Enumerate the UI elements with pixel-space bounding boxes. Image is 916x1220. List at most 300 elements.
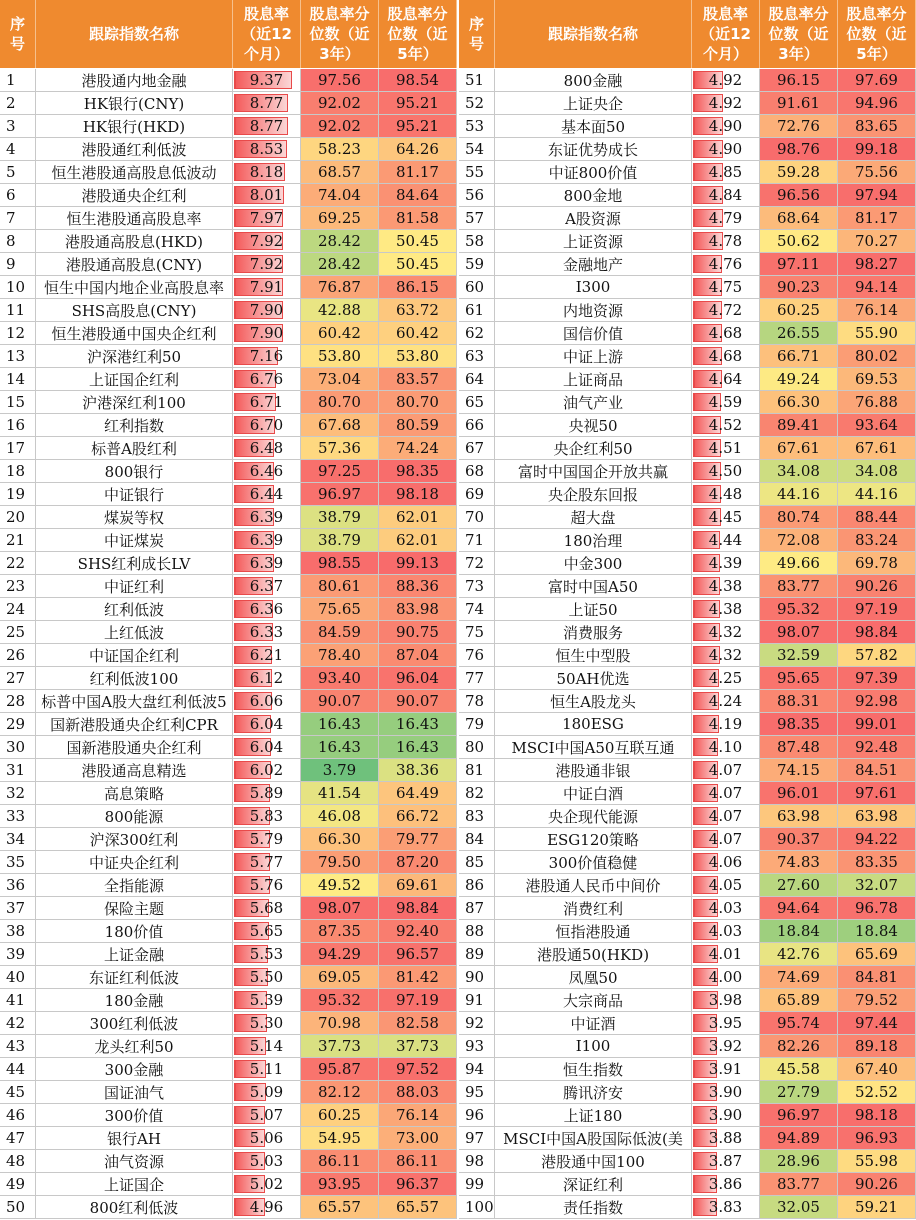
dividend-yield-value: 4.50 — [708, 462, 743, 480]
percentile-3y-cell: 92.02 — [301, 115, 379, 138]
percentile-3y-cell: 42.88 — [301, 299, 379, 322]
index-name-cell: ESG120策略 — [495, 828, 692, 851]
percentile-5y-cell: 83.24 — [838, 529, 916, 552]
index-name-cell: 上证央企 — [495, 92, 692, 115]
header-percentile-5y-2: 股息率分 位数（近 5年） — [838, 0, 916, 68]
index-name-cell: 恒生指数 — [495, 1058, 692, 1081]
index-name-cell: 红利低波100 — [36, 667, 233, 690]
row-number-cell: 27 — [0, 667, 36, 690]
dividend-yield-cell — [692, 138, 760, 161]
percentile-5y-cell: 67.40 — [838, 1058, 916, 1081]
index-name-cell: 恒生港股通中国央企红利 — [36, 322, 233, 345]
percentile-5y-cell: 82.58 — [379, 1012, 457, 1035]
percentile-3y-cell: 94.89 — [760, 1127, 838, 1150]
row-number-cell: 49 — [0, 1173, 36, 1196]
dividend-yield-cell — [233, 437, 301, 460]
index-name-cell: 中证酒 — [495, 1012, 692, 1035]
dividend-yield-cell — [233, 805, 301, 828]
dividend-yield-value: 7.90 — [249, 301, 284, 319]
index-name-cell: 恒生中型股 — [495, 644, 692, 667]
dividend-yield-cell — [692, 805, 760, 828]
dividend-yield-cell — [692, 552, 760, 575]
dividend-yield-cell — [692, 828, 760, 851]
dividend-yield-cell — [233, 414, 301, 437]
dividend-yield-cell — [692, 943, 760, 966]
dividend-yield-cell — [233, 575, 301, 598]
index-name-cell: 龙头红利50 — [36, 1035, 233, 1058]
index-name-cell: 中证上游 — [495, 345, 692, 368]
row-number-cell: 90 — [459, 966, 495, 989]
dividend-yield-cell — [233, 782, 301, 805]
percentile-3y-cell: 16.43 — [301, 713, 379, 736]
dividend-yield-value: 5.83 — [249, 807, 284, 825]
percentile-5y-cell: 67.61 — [838, 437, 916, 460]
dividend-yield-cell — [233, 874, 301, 897]
index-name-cell: MSCI中国A股国际低波(美 — [495, 1127, 692, 1150]
dividend-yield-value: 5.09 — [249, 1083, 284, 1101]
percentile-3y-cell: 44.16 — [760, 483, 838, 506]
percentile-3y-cell: 68.64 — [760, 207, 838, 230]
dividend-yield-value: 3.83 — [708, 1198, 743, 1216]
percentile-5y-cell: 95.21 — [379, 115, 457, 138]
percentile-3y-cell: 70.98 — [301, 1012, 379, 1035]
row-number-cell: 50 — [0, 1196, 36, 1219]
dividend-yield-cell — [233, 644, 301, 667]
index-name-cell: 中证国企红利 — [36, 644, 233, 667]
percentile-5y-cell: 97.19 — [379, 989, 457, 1012]
row-number-cell: 87 — [459, 897, 495, 920]
index-name-cell: 红利低波 — [36, 598, 233, 621]
percentile-5y-cell: 16.43 — [379, 713, 457, 736]
row-number-cell: 76 — [459, 644, 495, 667]
row-number-cell: 58 — [459, 230, 495, 253]
row-number-cell: 100 — [459, 1196, 495, 1219]
row-number-cell: 39 — [0, 943, 36, 966]
index-name-cell: 中证银行 — [36, 483, 233, 506]
row-number-cell: 64 — [459, 368, 495, 391]
percentile-3y-cell: 66.30 — [760, 391, 838, 414]
dividend-yield-value: 4.01 — [708, 945, 743, 963]
percentile-5y-cell: 81.58 — [379, 207, 457, 230]
percentile-3y-cell: 90.07 — [301, 690, 379, 713]
index-name-cell: 超大盘 — [495, 506, 692, 529]
dividend-yield-value: 5.50 — [249, 968, 284, 986]
index-name-cell: 港股通人民币中间价 — [495, 874, 692, 897]
percentile-3y-cell: 49.66 — [760, 552, 838, 575]
dividend-yield-value: 4.90 — [708, 140, 743, 158]
percentile-5y-cell: 98.84 — [379, 897, 457, 920]
index-name-cell: 中金300 — [495, 552, 692, 575]
dividend-yield-cell — [233, 69, 301, 92]
percentile-5y-cell: 81.42 — [379, 966, 457, 989]
dividend-yield-value: 5.77 — [249, 853, 284, 871]
dividend-yield-cell — [692, 989, 760, 1012]
percentile-3y-cell: 54.95 — [301, 1127, 379, 1150]
index-name-cell: I300 — [495, 276, 692, 299]
dividend-yield-cell — [692, 207, 760, 230]
dividend-yield-cell — [692, 368, 760, 391]
dividend-yield-value: 3.87 — [708, 1152, 743, 1170]
dividend-yield-cell — [233, 1035, 301, 1058]
header-row-number-1: 序 号 — [0, 0, 36, 68]
index-name-cell: 300价值稳健 — [495, 851, 692, 874]
dividend-yield-cell — [233, 851, 301, 874]
row-number-cell: 85 — [459, 851, 495, 874]
percentile-5y-cell: 97.94 — [838, 184, 916, 207]
row-number-cell: 81 — [459, 759, 495, 782]
percentile-3y-cell: 66.30 — [301, 828, 379, 851]
index-name-cell: 港股通非银 — [495, 759, 692, 782]
row-number-cell: 88 — [459, 920, 495, 943]
dividend-yield-value: 4.75 — [708, 278, 743, 296]
dividend-yield-value: 3.90 — [708, 1083, 743, 1101]
dividend-yield-cell — [233, 299, 301, 322]
percentile-3y-cell: 68.57 — [301, 161, 379, 184]
dividend-yield-cell — [692, 713, 760, 736]
dividend-yield-cell — [692, 644, 760, 667]
index-name-cell: 凤凰50 — [495, 966, 692, 989]
row-number-cell: 97 — [459, 1127, 495, 1150]
percentile-5y-cell: 96.93 — [838, 1127, 916, 1150]
dividend-yield-cell — [692, 506, 760, 529]
dividend-yield-value: 4.07 — [708, 761, 743, 779]
index-name-cell: 红利指数 — [36, 414, 233, 437]
dividend-yield-value: 5.76 — [249, 876, 284, 894]
row-number-cell: 53 — [459, 115, 495, 138]
dividend-yield-cell — [233, 828, 301, 851]
percentile-3y-cell: 74.15 — [760, 759, 838, 782]
percentile-3y-cell: 75.65 — [301, 598, 379, 621]
dividend-yield-cell — [692, 920, 760, 943]
dividend-yield-cell — [692, 460, 760, 483]
percentile-3y-cell: 72.08 — [760, 529, 838, 552]
row-number-cell: 96 — [459, 1104, 495, 1127]
row-number-cell: 45 — [0, 1081, 36, 1104]
dividend-yield-cell — [233, 1104, 301, 1127]
percentile-5y-cell: 74.24 — [379, 437, 457, 460]
dividend-yield-cell — [692, 874, 760, 897]
percentile-3y-cell: 91.61 — [760, 92, 838, 115]
dividend-yield-cell — [233, 989, 301, 1012]
dividend-yield-cell — [233, 138, 301, 161]
row-number-cell: 28 — [0, 690, 36, 713]
dividend-yield-value: 5.79 — [249, 830, 284, 848]
dividend-yield-value: 5.39 — [249, 991, 284, 1009]
percentile-3y-cell: 34.08 — [760, 460, 838, 483]
percentile-3y-cell: 93.95 — [301, 1173, 379, 1196]
index-name-cell: 消费红利 — [495, 897, 692, 920]
row-number-cell: 55 — [459, 161, 495, 184]
dividend-yield-cell — [692, 897, 760, 920]
dividend-yield-cell — [692, 115, 760, 138]
index-name-cell: SHS红利成长LV — [36, 552, 233, 575]
percentile-5y-cell: 90.07 — [379, 690, 457, 713]
index-name-cell: 800金地 — [495, 184, 692, 207]
dividend-yield-value: 4.24 — [708, 692, 743, 710]
row-number-cell: 72 — [459, 552, 495, 575]
index-name-cell: A股资源 — [495, 207, 692, 230]
percentile-5y-cell: 90.26 — [838, 575, 916, 598]
percentile-3y-cell: 88.31 — [760, 690, 838, 713]
row-number-cell: 36 — [0, 874, 36, 897]
percentile-3y-cell: 98.55 — [301, 552, 379, 575]
header-index-name-2: 跟踪指数名称 — [495, 0, 692, 68]
dividend-yield-cell — [692, 736, 760, 759]
percentile-3y-cell: 97.11 — [760, 253, 838, 276]
percentile-3y-cell: 83.77 — [760, 1173, 838, 1196]
row-number-cell: 93 — [459, 1035, 495, 1058]
dividend-yield-cell — [233, 460, 301, 483]
index-name-cell: 中证煤炭 — [36, 529, 233, 552]
percentile-3y-cell: 58.23 — [301, 138, 379, 161]
row-number-cell: 20 — [0, 506, 36, 529]
percentile-3y-cell: 87.35 — [301, 920, 379, 943]
dividend-yield-cell — [692, 782, 760, 805]
percentile-3y-cell: 95.65 — [760, 667, 838, 690]
percentile-5y-cell: 89.18 — [838, 1035, 916, 1058]
percentile-5y-cell: 62.01 — [379, 529, 457, 552]
row-number-cell: 37 — [0, 897, 36, 920]
row-number-cell: 47 — [0, 1127, 36, 1150]
index-name-cell: 责任指数 — [495, 1196, 692, 1219]
percentile-3y-cell: 80.74 — [760, 506, 838, 529]
dividend-yield-value: 6.44 — [249, 485, 284, 503]
row-number-cell: 43 — [0, 1035, 36, 1058]
percentile-5y-cell: 99.13 — [379, 552, 457, 575]
dividend-yield-cell — [692, 1058, 760, 1081]
header-dividend-yield-2: 股息率 （近12 个月） — [692, 0, 760, 68]
dividend-yield-value: 4.92 — [708, 94, 743, 112]
row-number-cell: 17 — [0, 437, 36, 460]
dividend-yield-cell — [233, 621, 301, 644]
dividend-yield-value: 4.68 — [708, 324, 743, 342]
percentile-5y-cell: 44.16 — [838, 483, 916, 506]
dividend-yield-value: 4.03 — [708, 922, 743, 940]
row-number-cell: 79 — [459, 713, 495, 736]
percentile-5y-cell: 73.00 — [379, 1127, 457, 1150]
dividend-yield-value: 4.38 — [708, 577, 743, 595]
percentile-5y-cell: 86.11 — [379, 1150, 457, 1173]
index-name-cell: 消费服务 — [495, 621, 692, 644]
row-number-cell: 61 — [459, 299, 495, 322]
dividend-yield-value: 4.52 — [708, 416, 743, 434]
row-number-cell: 63 — [459, 345, 495, 368]
dividend-yield-cell — [692, 161, 760, 184]
dividend-yield-cell — [233, 552, 301, 575]
dividend-yield-value: 5.07 — [249, 1106, 284, 1124]
dividend-yield-value: 4.84 — [708, 186, 743, 204]
percentile-3y-cell: 96.15 — [760, 69, 838, 92]
percentile-5y-cell: 64.26 — [379, 138, 457, 161]
dividend-yield-value: 8.77 — [249, 94, 284, 112]
index-name-cell: SHS高股息(CNY) — [36, 299, 233, 322]
row-number-cell: 7 — [0, 207, 36, 230]
dividend-yield-value: 4.39 — [708, 554, 743, 572]
index-name-cell: 300价值 — [36, 1104, 233, 1127]
row-number-cell: 48 — [0, 1150, 36, 1173]
percentile-5y-cell: 59.21 — [838, 1196, 916, 1219]
row-number-cell: 24 — [0, 598, 36, 621]
row-number-cell: 42 — [0, 1012, 36, 1035]
row-number-cell: 84 — [459, 828, 495, 851]
dividend-yield-cell — [233, 1196, 301, 1219]
dividend-yield-value: 4.32 — [708, 646, 743, 664]
percentile-3y-cell: 74.83 — [760, 851, 838, 874]
dividend-yield-value: 7.97 — [249, 209, 284, 227]
percentile-5y-cell: 83.65 — [838, 115, 916, 138]
row-number-cell: 92 — [459, 1012, 495, 1035]
index-name-cell: 港股通内地金融 — [36, 69, 233, 92]
percentile-3y-cell: 80.70 — [301, 391, 379, 414]
dividend-yield-cell — [233, 690, 301, 713]
percentile-3y-cell: 98.35 — [760, 713, 838, 736]
dividend-yield-cell — [233, 253, 301, 276]
percentile-3y-cell: 90.23 — [760, 276, 838, 299]
row-number-cell: 13 — [0, 345, 36, 368]
percentile-5y-cell: 55.90 — [838, 322, 916, 345]
percentile-5y-cell: 97.19 — [838, 598, 916, 621]
index-name-cell: 高息策略 — [36, 782, 233, 805]
dividend-yield-value: 4.19 — [708, 715, 743, 733]
header-index-name-1: 跟踪指数名称 — [36, 0, 233, 68]
percentile-5y-cell: 98.35 — [379, 460, 457, 483]
header-percentile-3y-2: 股息率分 位数（近 3年） — [760, 0, 838, 68]
percentile-5y-cell: 92.40 — [379, 920, 457, 943]
index-name-cell: 港股通中国100 — [495, 1150, 692, 1173]
dividend-yield-value: 4.59 — [708, 393, 743, 411]
percentile-3y-cell: 89.41 — [760, 414, 838, 437]
percentile-3y-cell: 28.42 — [301, 253, 379, 276]
row-number-cell: 33 — [0, 805, 36, 828]
row-number-cell: 75 — [459, 621, 495, 644]
dividend-yield-cell — [233, 943, 301, 966]
index-name-cell: 油气产业 — [495, 391, 692, 414]
percentile-5y-cell: 98.84 — [838, 621, 916, 644]
percentile-5y-cell: 99.01 — [838, 713, 916, 736]
percentile-3y-cell: 96.56 — [760, 184, 838, 207]
index-name-cell: 180金融 — [36, 989, 233, 1012]
dividend-yield-value: 6.06 — [249, 692, 284, 710]
index-name-cell: 东证优势成长 — [495, 138, 692, 161]
row-number-cell: 16 — [0, 414, 36, 437]
dividend-yield-cell — [692, 529, 760, 552]
dividend-yield-value: 5.14 — [249, 1037, 284, 1055]
percentile-5y-cell: 79.52 — [838, 989, 916, 1012]
percentile-5y-cell: 94.14 — [838, 276, 916, 299]
index-name-cell: 180价值 — [36, 920, 233, 943]
percentile-3y-cell: 42.76 — [760, 943, 838, 966]
index-name-cell: 中证800价值 — [495, 161, 692, 184]
row-number-cell: 11 — [0, 299, 36, 322]
percentile-3y-cell: 18.84 — [760, 920, 838, 943]
percentile-3y-cell: 41.54 — [301, 782, 379, 805]
row-number-cell: 35 — [0, 851, 36, 874]
dividend-yield-value: 4.92 — [708, 71, 743, 89]
dividend-yield-cell — [233, 1127, 301, 1150]
dividend-yield-value: 4.45 — [708, 508, 743, 526]
dividend-yield-value: 6.36 — [249, 600, 284, 618]
dividend-yield-value: 4.90 — [708, 117, 743, 135]
dividend-yield-cell — [233, 506, 301, 529]
percentile-5y-cell: 83.98 — [379, 598, 457, 621]
percentile-3y-cell: 38.79 — [301, 506, 379, 529]
percentile-3y-cell: 73.04 — [301, 368, 379, 391]
row-number-cell: 25 — [0, 621, 36, 644]
dividend-yield-value: 4.51 — [708, 439, 743, 457]
dividend-yield-value: 4.64 — [708, 370, 743, 388]
dividend-yield-cell — [692, 1081, 760, 1104]
percentile-3y-cell: 66.71 — [760, 345, 838, 368]
percentile-3y-cell: 49.24 — [760, 368, 838, 391]
percentile-5y-cell: 18.84 — [838, 920, 916, 943]
dividend-yield-value: 7.91 — [249, 278, 284, 296]
row-number-cell: 1 — [0, 69, 36, 92]
percentile-5y-cell: 94.22 — [838, 828, 916, 851]
percentile-5y-cell: 92.48 — [838, 736, 916, 759]
dividend-yield-value: 4.44 — [708, 531, 743, 549]
percentile-3y-cell: 76.87 — [301, 276, 379, 299]
dividend-yield-cell — [233, 322, 301, 345]
index-name-cell: HK银行(HKD) — [36, 115, 233, 138]
dividend-yield-value: 6.33 — [249, 623, 284, 641]
percentile-5y-cell: 87.20 — [379, 851, 457, 874]
index-name-cell: 腾讯济安 — [495, 1081, 692, 1104]
percentile-3y-cell: 82.12 — [301, 1081, 379, 1104]
index-name-cell: 300红利低波 — [36, 1012, 233, 1035]
index-name-cell: 中证红利 — [36, 575, 233, 598]
percentile-5y-cell: 37.73 — [379, 1035, 457, 1058]
row-number-cell: 73 — [459, 575, 495, 598]
dividend-yield-value: 4.96 — [249, 1198, 284, 1216]
percentile-3y-cell: 32.05 — [760, 1196, 838, 1219]
percentile-5y-cell: 98.18 — [379, 483, 457, 506]
dividend-yield-cell — [233, 161, 301, 184]
row-number-cell: 94 — [459, 1058, 495, 1081]
dividend-yield-value: 3.92 — [708, 1037, 743, 1055]
percentile-3y-cell: 57.36 — [301, 437, 379, 460]
dividend-yield-cell — [233, 598, 301, 621]
percentile-5y-cell: 86.15 — [379, 276, 457, 299]
percentile-5y-cell: 69.53 — [838, 368, 916, 391]
index-name-cell: 恒生港股通高股息率 — [36, 207, 233, 230]
percentile-3y-cell: 95.74 — [760, 1012, 838, 1035]
index-name-cell: 上红低波 — [36, 621, 233, 644]
index-name-cell: 恒生中国内地企业高股息率 — [36, 276, 233, 299]
row-number-cell: 34 — [0, 828, 36, 851]
percentile-5y-cell: 87.04 — [379, 644, 457, 667]
header-percentile-3y-1: 股息率分 位数（近 3年） — [301, 0, 379, 68]
dividend-yield-value: 4.06 — [708, 853, 743, 871]
percentile-3y-cell: 32.59 — [760, 644, 838, 667]
percentile-5y-cell: 50.45 — [379, 230, 457, 253]
index-name-cell: 180ESG — [495, 713, 692, 736]
index-name-cell: 300金融 — [36, 1058, 233, 1081]
percentile-5y-cell: 84.81 — [838, 966, 916, 989]
dividend-yield-value: 7.90 — [249, 324, 284, 342]
index-name-cell: 上证资源 — [495, 230, 692, 253]
dividend-yield-value: 5.06 — [249, 1129, 284, 1147]
percentile-3y-cell: 94.64 — [760, 897, 838, 920]
percentile-5y-cell: 81.17 — [379, 161, 457, 184]
percentile-3y-cell: 60.25 — [760, 299, 838, 322]
row-number-cell: 19 — [0, 483, 36, 506]
percentile-5y-cell: 92.98 — [838, 690, 916, 713]
percentile-3y-cell: 16.43 — [301, 736, 379, 759]
dividend-yield-value: 6.21 — [249, 646, 284, 664]
dividend-yield-cell — [233, 92, 301, 115]
percentile-5y-cell: 84.51 — [838, 759, 916, 782]
dividend-yield-cell — [233, 1173, 301, 1196]
